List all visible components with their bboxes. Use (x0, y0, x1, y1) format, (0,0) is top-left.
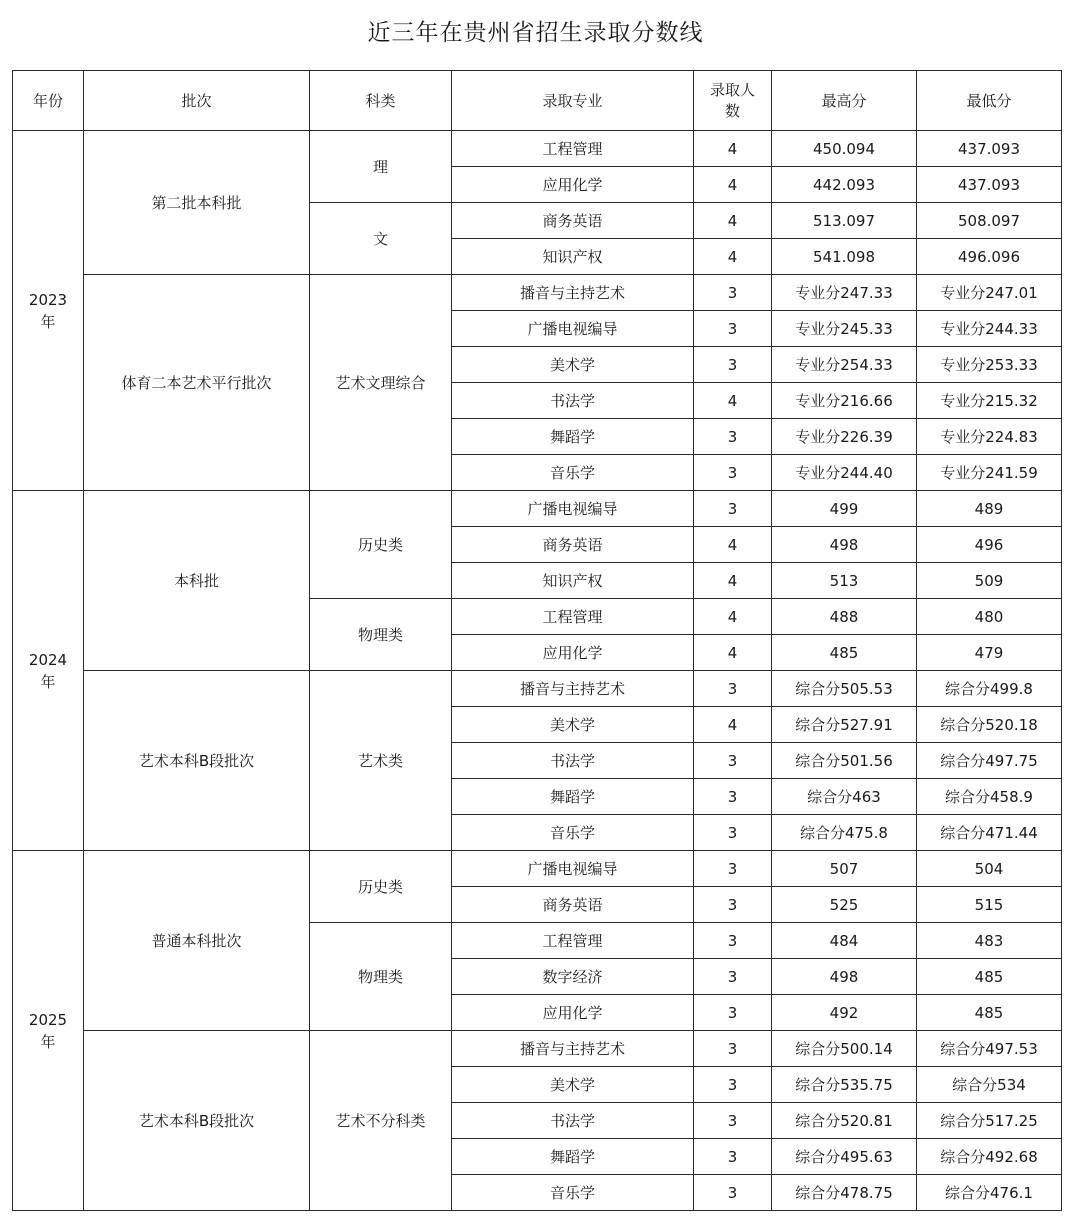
header-category: 科类 (310, 71, 452, 131)
min-score-cell: 483 (917, 923, 1062, 959)
major-cell: 书法学 (452, 743, 694, 779)
max-score-cell: 498 (772, 527, 917, 563)
max-score-cell: 综合分495.63 (772, 1139, 917, 1175)
max-score-cell: 450.094 (772, 131, 917, 167)
max-score-cell: 484 (772, 923, 917, 959)
count-cell: 4 (694, 383, 772, 419)
max-score-cell: 综合分527.91 (772, 707, 917, 743)
category-cell: 理 (310, 131, 452, 203)
min-score-cell: 综合分497.53 (917, 1031, 1062, 1067)
major-cell: 工程管理 (452, 923, 694, 959)
major-cell: 书法学 (452, 383, 694, 419)
major-cell: 商务英语 (452, 527, 694, 563)
category-cell: 物理类 (310, 599, 452, 671)
count-cell: 4 (694, 635, 772, 671)
min-score-cell: 综合分471.44 (917, 815, 1062, 851)
count-cell: 3 (694, 1031, 772, 1067)
batch-cell: 艺术本科B段批次 (84, 671, 310, 851)
header-batch: 批次 (84, 71, 310, 131)
min-score-cell: 综合分476.1 (917, 1175, 1062, 1211)
min-score-cell: 479 (917, 635, 1062, 671)
count-cell: 4 (694, 131, 772, 167)
table-row (13, 491, 1062, 527)
count-cell: 4 (694, 203, 772, 239)
min-score-cell: 496 (917, 527, 1062, 563)
max-score-cell: 513.097 (772, 203, 917, 239)
max-score-cell: 综合分520.81 (772, 1103, 917, 1139)
count-cell: 4 (694, 527, 772, 563)
min-score-cell: 综合分520.18 (917, 707, 1062, 743)
min-score-cell: 437.093 (917, 167, 1062, 203)
category-cell: 艺术不分科类 (310, 1031, 452, 1211)
header-min-score: 最低分 (917, 71, 1062, 131)
admission-score-table (12, 70, 1062, 1211)
max-score-cell: 综合分535.75 (772, 1067, 917, 1103)
major-cell: 舞蹈学 (452, 779, 694, 815)
count-cell: 3 (694, 491, 772, 527)
batch-cell: 第二批本科批 (84, 131, 310, 275)
count-cell: 3 (694, 815, 772, 851)
major-cell: 工程管理 (452, 599, 694, 635)
max-score-cell: 综合分463 (772, 779, 917, 815)
count-cell: 4 (694, 599, 772, 635)
year-cell (13, 131, 84, 491)
max-score-cell: 专业分226.39 (772, 419, 917, 455)
header-year: 年份 (13, 71, 84, 131)
major-cell: 播音与主持艺术 (452, 671, 694, 707)
count-cell: 3 (694, 779, 772, 815)
min-score-cell: 综合分497.75 (917, 743, 1062, 779)
max-score-cell: 488 (772, 599, 917, 635)
min-score-cell: 489 (917, 491, 1062, 527)
max-score-cell: 525 (772, 887, 917, 923)
count-cell: 4 (694, 239, 772, 275)
major-cell: 音乐学 (452, 455, 694, 491)
page-title: 近三年在贵州省招生录取分数线 (367, 20, 704, 46)
count-cell: 3 (694, 923, 772, 959)
category-cell: 艺术类 (310, 671, 452, 851)
major-cell: 商务英语 (452, 203, 694, 239)
table-body (13, 131, 1062, 1211)
major-cell: 知识产权 (452, 239, 694, 275)
min-score-cell: 504 (917, 851, 1062, 887)
year-cell (13, 491, 84, 851)
min-score-cell: 485 (917, 959, 1062, 995)
min-score-cell: 437.093 (917, 131, 1062, 167)
batch-cell: 本科批 (84, 491, 310, 671)
major-cell: 舞蹈学 (452, 419, 694, 455)
count-cell: 3 (694, 995, 772, 1031)
min-score-cell: 508.097 (917, 203, 1062, 239)
max-score-cell: 442.093 (772, 167, 917, 203)
count-cell: 3 (694, 743, 772, 779)
min-score-cell: 专业分253.33 (917, 347, 1062, 383)
max-score-cell: 485 (772, 635, 917, 671)
table-row (13, 671, 1062, 707)
count-cell: 3 (694, 1139, 772, 1175)
major-cell: 商务英语 (452, 887, 694, 923)
count-cell: 3 (694, 347, 772, 383)
max-score-cell: 专业分245.33 (772, 311, 917, 347)
category-cell: 历史类 (310, 491, 452, 599)
header-major: 录取专业 (452, 71, 694, 131)
major-cell: 书法学 (452, 1103, 694, 1139)
max-score-cell: 专业分254.33 (772, 347, 917, 383)
batch-cell: 体育二本艺术平行批次 (84, 275, 310, 491)
count-cell: 3 (694, 419, 772, 455)
batch-cell: 艺术本科B段批次 (84, 1031, 310, 1211)
min-score-cell: 509 (917, 563, 1062, 599)
table-row (13, 851, 1062, 887)
min-score-cell: 专业分247.01 (917, 275, 1062, 311)
major-cell: 广播电视编导 (452, 491, 694, 527)
count-cell: 3 (694, 671, 772, 707)
min-score-cell: 综合分492.68 (917, 1139, 1062, 1175)
year-label: 2024年 (28, 650, 68, 691)
max-score-cell: 专业分247.33 (772, 275, 917, 311)
max-score-cell: 507 (772, 851, 917, 887)
count-cell: 3 (694, 851, 772, 887)
max-score-cell: 专业分216.66 (772, 383, 917, 419)
max-score-cell: 498 (772, 959, 917, 995)
min-score-cell: 专业分215.32 (917, 383, 1062, 419)
major-cell: 播音与主持艺术 (452, 275, 694, 311)
max-score-cell: 综合分478.75 (772, 1175, 917, 1211)
major-cell: 音乐学 (452, 815, 694, 851)
min-score-cell: 496.096 (917, 239, 1062, 275)
major-cell: 音乐学 (452, 1175, 694, 1211)
count-cell: 4 (694, 563, 772, 599)
count-cell: 3 (694, 1175, 772, 1211)
count-cell: 3 (694, 1067, 772, 1103)
max-score-cell: 541.098 (772, 239, 917, 275)
major-cell: 美术学 (452, 1067, 694, 1103)
max-score-cell: 综合分505.53 (772, 671, 917, 707)
category-cell: 物理类 (310, 923, 452, 1031)
major-cell: 应用化学 (452, 995, 694, 1031)
header-count (694, 71, 772, 131)
min-score-cell: 515 (917, 887, 1062, 923)
min-score-cell: 480 (917, 599, 1062, 635)
max-score-cell: 综合分501.56 (772, 743, 917, 779)
min-score-cell: 综合分499.8 (917, 671, 1062, 707)
min-score-cell: 专业分224.83 (917, 419, 1062, 455)
max-score-cell: 综合分500.14 (772, 1031, 917, 1067)
min-score-cell: 综合分534 (917, 1067, 1062, 1103)
count-cell: 4 (694, 707, 772, 743)
table-row (13, 131, 1062, 167)
min-score-cell: 485 (917, 995, 1062, 1031)
major-cell: 应用化学 (452, 167, 694, 203)
min-score-cell: 综合分458.9 (917, 779, 1062, 815)
major-cell: 美术学 (452, 347, 694, 383)
min-score-cell: 专业分241.59 (917, 455, 1062, 491)
category-cell: 历史类 (310, 851, 452, 923)
major-cell: 播音与主持艺术 (452, 1031, 694, 1067)
header-count-label: 录取人数 (709, 80, 755, 120)
year-label: 2023年 (28, 290, 68, 331)
major-cell: 知识产权 (452, 563, 694, 599)
major-cell: 美术学 (452, 707, 694, 743)
major-cell: 广播电视编导 (452, 851, 694, 887)
max-score-cell: 专业分244.40 (772, 455, 917, 491)
max-score-cell: 综合分475.8 (772, 815, 917, 851)
count-cell: 3 (694, 887, 772, 923)
count-cell: 3 (694, 275, 772, 311)
major-cell: 应用化学 (452, 635, 694, 671)
category-cell: 艺术文理综合 (310, 275, 452, 491)
max-score-cell: 492 (772, 995, 917, 1031)
major-cell: 广播电视编导 (452, 311, 694, 347)
batch-cell: 普通本科批次 (84, 851, 310, 1031)
count-cell: 3 (694, 455, 772, 491)
major-cell: 数字经济 (452, 959, 694, 995)
min-score-cell: 综合分517.25 (917, 1103, 1062, 1139)
major-cell: 工程管理 (452, 131, 694, 167)
count-cell: 4 (694, 167, 772, 203)
year-cell (13, 851, 84, 1211)
count-cell: 3 (694, 959, 772, 995)
header-max-score: 最高分 (772, 71, 917, 131)
max-score-cell: 513 (772, 563, 917, 599)
header-row (13, 71, 1062, 131)
count-cell: 3 (694, 1103, 772, 1139)
table-row (13, 275, 1062, 311)
table-row (13, 1031, 1062, 1067)
major-cell: 舞蹈学 (452, 1139, 694, 1175)
count-cell: 3 (694, 311, 772, 347)
min-score-cell: 专业分244.33 (917, 311, 1062, 347)
year-label: 2025年 (28, 1010, 68, 1051)
max-score-cell: 499 (772, 491, 917, 527)
category-cell: 文 (310, 203, 452, 275)
